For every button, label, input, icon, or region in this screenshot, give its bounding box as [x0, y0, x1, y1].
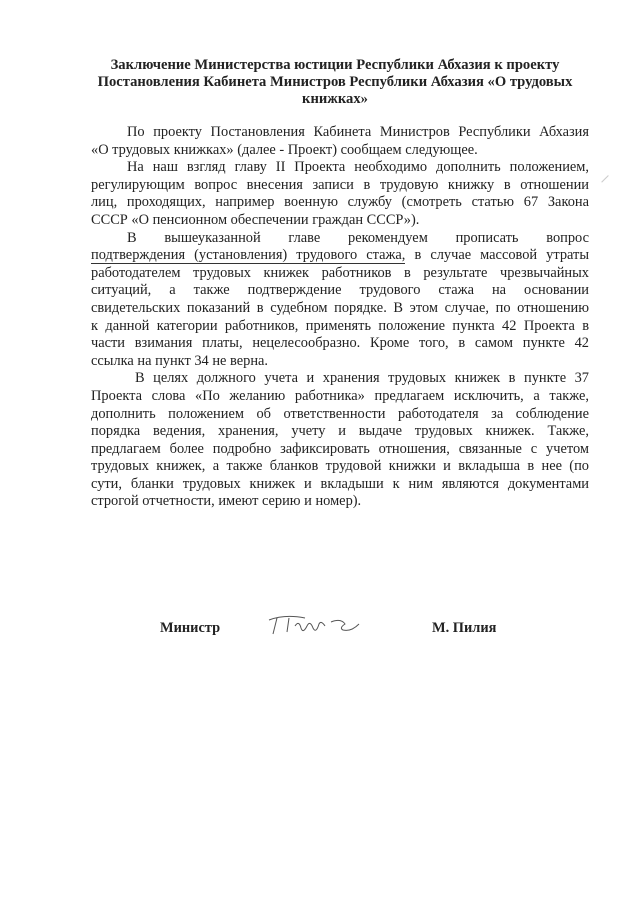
underlined-phrase: подтверждения (установления) трудового стажа, — [91, 247, 406, 264]
text-line: По проекту Постановления Кабинета Министров Республики Абхазия — [127, 124, 589, 140]
signer-position: Министр — [160, 620, 221, 636]
text-line: ссылка на пункт 34 не верна. — [91, 352, 269, 369]
text-line: строгой отчетности, имеют серию и номер). — [91, 493, 362, 510]
text-line: дополнить положением об ответственности работодателя за соблюдение — [91, 405, 589, 422]
paragraph-1 — [91, 124, 589, 159]
text-line: СССР «О пенсионном обеспечении граждан СССР»). — [91, 211, 420, 228]
text-line: сути, бланки трудовых книжек и вкладыши к ним являются документами — [91, 475, 589, 492]
handwritten-signature — [265, 612, 365, 638]
text-line: «О трудовых книжках» (далее - Проект) сообщаем следующее. — [91, 141, 478, 158]
text-line: к данной категории работников, применять положение пункта 42 Проекта в — [91, 317, 589, 334]
paragraph-4 — [91, 370, 589, 511]
text-line — [91, 247, 589, 265]
text-line: На наш взгляд главу II Проекта необходимо дополнить положением, — [127, 159, 589, 176]
text-line: ситуаций, а также подтверждение трудового стажа на основании — [91, 282, 589, 299]
document-body — [91, 124, 589, 511]
text-line: порядка ведения, хранения, учету и выдаче трудовых книжек. Также, — [91, 423, 589, 440]
title-line: Постановления Кабинета Министров Республики Абхазия «О трудовых — [97, 74, 573, 90]
paragraph-3 — [91, 230, 589, 371]
margin-mark: ⸝ — [600, 164, 610, 186]
text-line: свидетельских показаний в судебном порядке. В этом случае, по отношению — [91, 299, 589, 316]
signer-name: М. Пилия — [432, 620, 497, 636]
text-line: лиц, проходящих, например военную службу (смотреть статью 67 Закона — [91, 194, 589, 211]
text-line: В вышеуказанной главе рекомендуем прописать вопрос — [127, 229, 589, 246]
text-fragment: в случае массовой утраты — [405, 247, 589, 264]
title-line: Заключение Министерства юстиции Республики Абхазия к проекту — [110, 57, 560, 73]
text-line: Проекта слова «По желанию работника» предлагаем исключить, а также, — [91, 387, 589, 404]
text-line: трудовых книжек, а также бланков трудовой книжки и вкладыша в нее (по — [91, 458, 589, 475]
paragraph-2 — [91, 159, 589, 229]
title-line: книжках» — [302, 91, 368, 107]
text-line: В целях должного учета и хранения трудовых книжек в пункте 37 — [135, 370, 589, 387]
text-line: предлагаем более подробно зафиксировать отношения, связанные с учетом — [91, 440, 589, 457]
text-line: части взимания платы, нецелесообразно. Кроме того, в самом пункте 42 — [91, 335, 589, 352]
document-title — [80, 57, 590, 108]
text-line: регулирующим вопрос внесения записи в трудовую книжку в отношении — [91, 176, 589, 193]
text-line: работодателем трудовых книжек работников в результате чрезвычайных — [91, 264, 589, 281]
